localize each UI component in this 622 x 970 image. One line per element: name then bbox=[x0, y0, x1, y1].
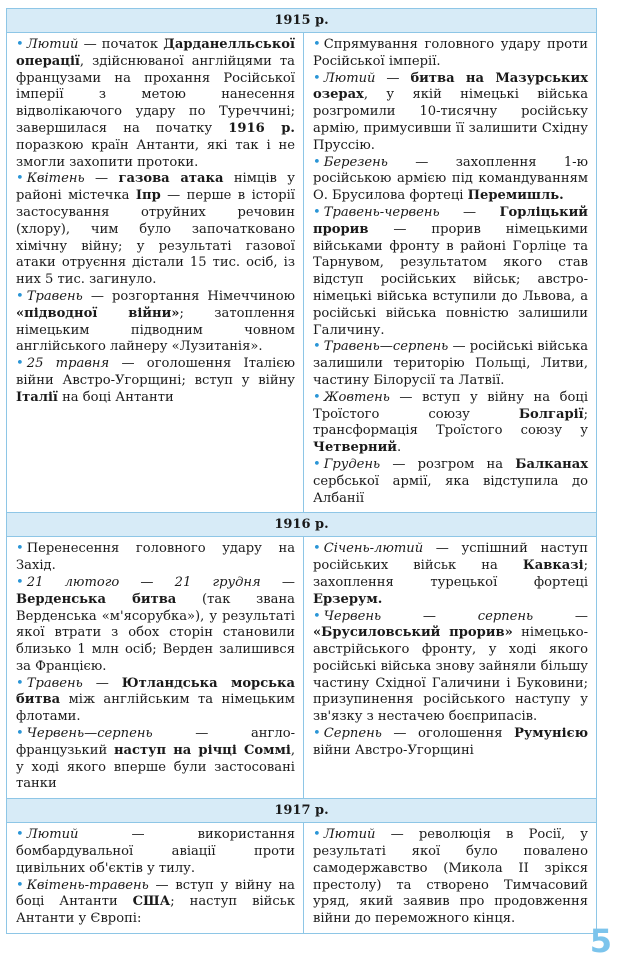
event-emphasis: Верденська битва bbox=[16, 591, 177, 607]
event-date: Квітень bbox=[26, 171, 85, 187]
event-date: Червень — серпень bbox=[323, 608, 534, 624]
event-item bbox=[313, 155, 588, 205]
bullet-icon: • bbox=[313, 70, 321, 86]
event-emphasis: США bbox=[132, 894, 171, 910]
bullet-icon: • bbox=[313, 204, 321, 220]
event-text: ; наступ військ Антанти у Європі: bbox=[16, 894, 295, 927]
event-date: Лютий bbox=[26, 37, 79, 52]
left-column-events bbox=[8, 824, 302, 932]
event-date: Квітень-травень bbox=[26, 877, 149, 893]
bullet-icon: • bbox=[313, 456, 321, 472]
event-item bbox=[16, 575, 295, 676]
left-column-cell bbox=[7, 33, 304, 513]
event-text: — перше в історії застосування отруйних речовин (хлору), чим було започатковано хімічну війну; у результаті газової атаки отруєння дістали 15 тис. осіб, із них 5 тис. загинуло. bbox=[16, 188, 295, 288]
bullet-icon: • bbox=[313, 608, 321, 624]
event-text: ; захоплення турецької фортеці bbox=[313, 558, 589, 590]
event-text: Перенесення головного удару на Захід. bbox=[16, 541, 295, 574]
event-emphasis: Балканах bbox=[515, 456, 589, 472]
event-text: сербської армії, яка відступила до Албанії bbox=[313, 473, 589, 506]
event-text: — bbox=[533, 608, 589, 624]
left-column-cell bbox=[7, 537, 304, 799]
event-item bbox=[16, 827, 295, 877]
event-emphasis: Горліцький прорив bbox=[313, 204, 589, 237]
event-text: — прорив німецькими військами фронту в районі Горліце та Тарнувом, результатом якого став відступ російських військ; австро-німецькі війська вступили до Львова, а російські війська повністю залишили Галичину. bbox=[313, 221, 589, 338]
year-header: 1915 р. bbox=[7, 9, 597, 33]
event-date: Травень bbox=[26, 288, 83, 304]
event-item bbox=[313, 541, 588, 608]
year-header-row bbox=[7, 513, 597, 537]
year-header-row bbox=[7, 799, 597, 823]
bullet-icon: • bbox=[16, 541, 24, 557]
event-item bbox=[16, 356, 295, 406]
event-text: німців у районі містечка bbox=[16, 171, 295, 204]
event-date: Травень bbox=[26, 675, 83, 691]
bullet-icon: • bbox=[313, 37, 321, 52]
right-column-cell bbox=[304, 33, 597, 513]
right-column-events bbox=[305, 824, 595, 932]
event-text: — англо-французький bbox=[16, 726, 295, 758]
event-date: Травень—серпень bbox=[323, 339, 449, 355]
event-text: ; затоплення німецьким підводним човном англійського лайнеру «Лузитанія». bbox=[16, 305, 295, 355]
bullet-icon: • bbox=[16, 37, 24, 52]
event-text: поразкою країн Антанти, які так і не змогли захопити протоки. bbox=[16, 137, 295, 170]
bullet-icon: • bbox=[16, 356, 24, 372]
event-item bbox=[313, 609, 588, 727]
event-date: Лютий bbox=[323, 827, 376, 843]
event-text: , у якій німецькі війська розгромили 10-тисячну російську армію, примусивши її залишити Східну Пруссію. bbox=[313, 87, 589, 153]
event-emphasis: Болгарії bbox=[518, 406, 584, 422]
event-item bbox=[16, 37, 295, 171]
page-number: 5 bbox=[589, 922, 612, 960]
event-text: , у ході якого вперше були застосовані танки bbox=[16, 742, 295, 792]
event-text: — розгортання Німеччиною bbox=[82, 288, 295, 304]
event-text: ; трансформація Троїстого союзу у bbox=[313, 406, 589, 439]
right-column-cell bbox=[304, 537, 597, 799]
event-date: Серпень bbox=[323, 726, 382, 742]
event-text: , здійснюваної англійцями та французами на прохання Російської імперії з метою нанесення відволікаючого удару по Туреччині; завершилася на початку bbox=[16, 53, 295, 136]
left-column-events bbox=[8, 538, 302, 797]
event-emphasis: Кавказі bbox=[522, 558, 584, 574]
year-header: 1916 р. bbox=[7, 513, 597, 537]
event-emphasis: Четверний bbox=[313, 440, 397, 456]
event-emphasis: газова атака bbox=[118, 171, 224, 187]
chronology-table-body bbox=[7, 9, 597, 934]
bullet-icon: • bbox=[313, 541, 321, 557]
event-text: — оголошення bbox=[381, 726, 515, 742]
event-text: (так звана Верденська «м'ясорубка»), у результаті якої втрати з обох сторін становили близько 1 млн осіб; Верден залишився за Францією. bbox=[16, 591, 295, 674]
event-item bbox=[313, 390, 588, 457]
bullet-icon: • bbox=[16, 574, 24, 590]
event-text: Спрямування головного удару проти Російської імперії. bbox=[313, 37, 589, 69]
event-item bbox=[16, 726, 295, 793]
event-emphasis: «підводної війни» bbox=[16, 305, 180, 321]
bullet-icon: • bbox=[313, 827, 321, 843]
event-emphasis: 1916 р. bbox=[228, 120, 295, 136]
event-emphasis: битва на Мазурських озерах bbox=[313, 70, 589, 103]
right-column-cell bbox=[304, 823, 597, 934]
event-text: — початок bbox=[78, 37, 164, 52]
event-date: Грудень bbox=[323, 456, 381, 472]
bullet-icon: • bbox=[313, 339, 321, 355]
left-column-cell bbox=[7, 823, 304, 934]
event-text: між англійським та німецьким флотами. bbox=[16, 692, 295, 725]
event-text: — bbox=[84, 171, 119, 187]
bullet-icon: • bbox=[16, 877, 24, 893]
event-text: — оголошення Італією війни Австро-Угорщині; вступ у війну bbox=[16, 356, 295, 388]
bullet-icon: • bbox=[313, 389, 321, 405]
event-emphasis: наступ на річці Соммі bbox=[113, 742, 291, 758]
event-date: Жовтень bbox=[323, 389, 390, 405]
bullet-icon: • bbox=[16, 827, 24, 843]
event-item bbox=[313, 71, 588, 155]
event-text: німецько-австрійського фронту, у ході якого російські війська знову зайняли більшу частину Східної Галичини і Буковини; призупинення російського наступу у зв'язку з нестачею боєприпасів. bbox=[313, 625, 589, 725]
year-content-row bbox=[7, 823, 597, 934]
event-text: війни Австро-Угорщині bbox=[313, 742, 474, 758]
event-text: — вступ у війну на боці Троїстого союзу bbox=[313, 389, 589, 422]
year-content-row bbox=[7, 33, 597, 513]
event-emphasis: Дарданелльської операції bbox=[16, 37, 295, 69]
event-emphasis: Ерзерум. bbox=[313, 591, 383, 607]
event-text: — вступ у війну на боці Антанти bbox=[16, 877, 295, 910]
bullet-icon: • bbox=[16, 288, 24, 304]
event-date: 21 лютого — 21 грудня bbox=[26, 574, 261, 590]
event-item bbox=[313, 205, 588, 339]
event-date: Червень—серпень bbox=[26, 726, 153, 742]
year-content-row bbox=[7, 537, 597, 799]
event-date: Лютий bbox=[26, 827, 79, 843]
event-date: Березень bbox=[323, 154, 388, 170]
event-item bbox=[313, 827, 588, 928]
event-item bbox=[16, 676, 295, 726]
event-item bbox=[313, 339, 588, 389]
event-emphasis: «Брусиловський прорив» bbox=[313, 625, 513, 641]
event-text: — захоплення 1-ю російською армією під командуванням О. Брусилова фортеці bbox=[313, 154, 589, 204]
event-text: — bbox=[375, 70, 411, 86]
event-item bbox=[313, 457, 588, 507]
bullet-icon: • bbox=[16, 726, 24, 742]
event-text: — bbox=[439, 204, 500, 220]
event-item bbox=[16, 878, 295, 928]
right-column-events bbox=[305, 34, 595, 511]
bullet-icon: • bbox=[16, 171, 24, 187]
event-item bbox=[313, 37, 588, 71]
bullet-icon: • bbox=[313, 726, 321, 742]
event-item bbox=[16, 289, 295, 356]
event-date: 25 травня bbox=[26, 356, 110, 372]
event-emphasis: Румунією bbox=[514, 726, 589, 742]
right-column-events bbox=[305, 538, 595, 763]
event-text: . bbox=[397, 440, 402, 456]
year-header-row bbox=[7, 9, 597, 33]
event-item bbox=[16, 541, 295, 575]
year-header: 1917 р. bbox=[7, 799, 597, 823]
event-emphasis: Італії bbox=[16, 389, 58, 405]
event-text: — успішний наступ російських військ на bbox=[313, 541, 589, 574]
event-date: Травень-червень bbox=[323, 204, 440, 220]
event-emphasis: Ютландська морська битва bbox=[16, 675, 296, 708]
event-item bbox=[313, 726, 588, 760]
event-date: Лютий bbox=[323, 70, 376, 86]
bullet-icon: • bbox=[16, 675, 24, 691]
event-text: на боці Антанти bbox=[57, 389, 174, 405]
event-text: — революція в Росії, у результаті якої було повалено самодержавство (Микола II зрікся престолу) та створено Тимчасовий уряд, який заявив про продовження війни до переможного кінця. bbox=[313, 827, 589, 927]
event-text: — bbox=[260, 574, 295, 590]
event-emphasis: Перемишль. bbox=[467, 188, 564, 204]
chronology-table bbox=[6, 8, 597, 934]
event-text: — російські війська залишили територію Польщі, Литви, частину Білорусії та Латвії. bbox=[313, 339, 589, 388]
event-text: — використання бомбардувальної авіації проти цивільних об'єктів у тилу. bbox=[16, 827, 295, 876]
event-text: — bbox=[82, 675, 122, 691]
event-text: — розгром на bbox=[380, 456, 516, 472]
event-emphasis: Іпр bbox=[135, 188, 161, 204]
event-item bbox=[16, 171, 295, 289]
event-date: Січень-лютий bbox=[323, 541, 424, 557]
left-column-events bbox=[8, 34, 302, 411]
bullet-icon: • bbox=[313, 154, 321, 170]
